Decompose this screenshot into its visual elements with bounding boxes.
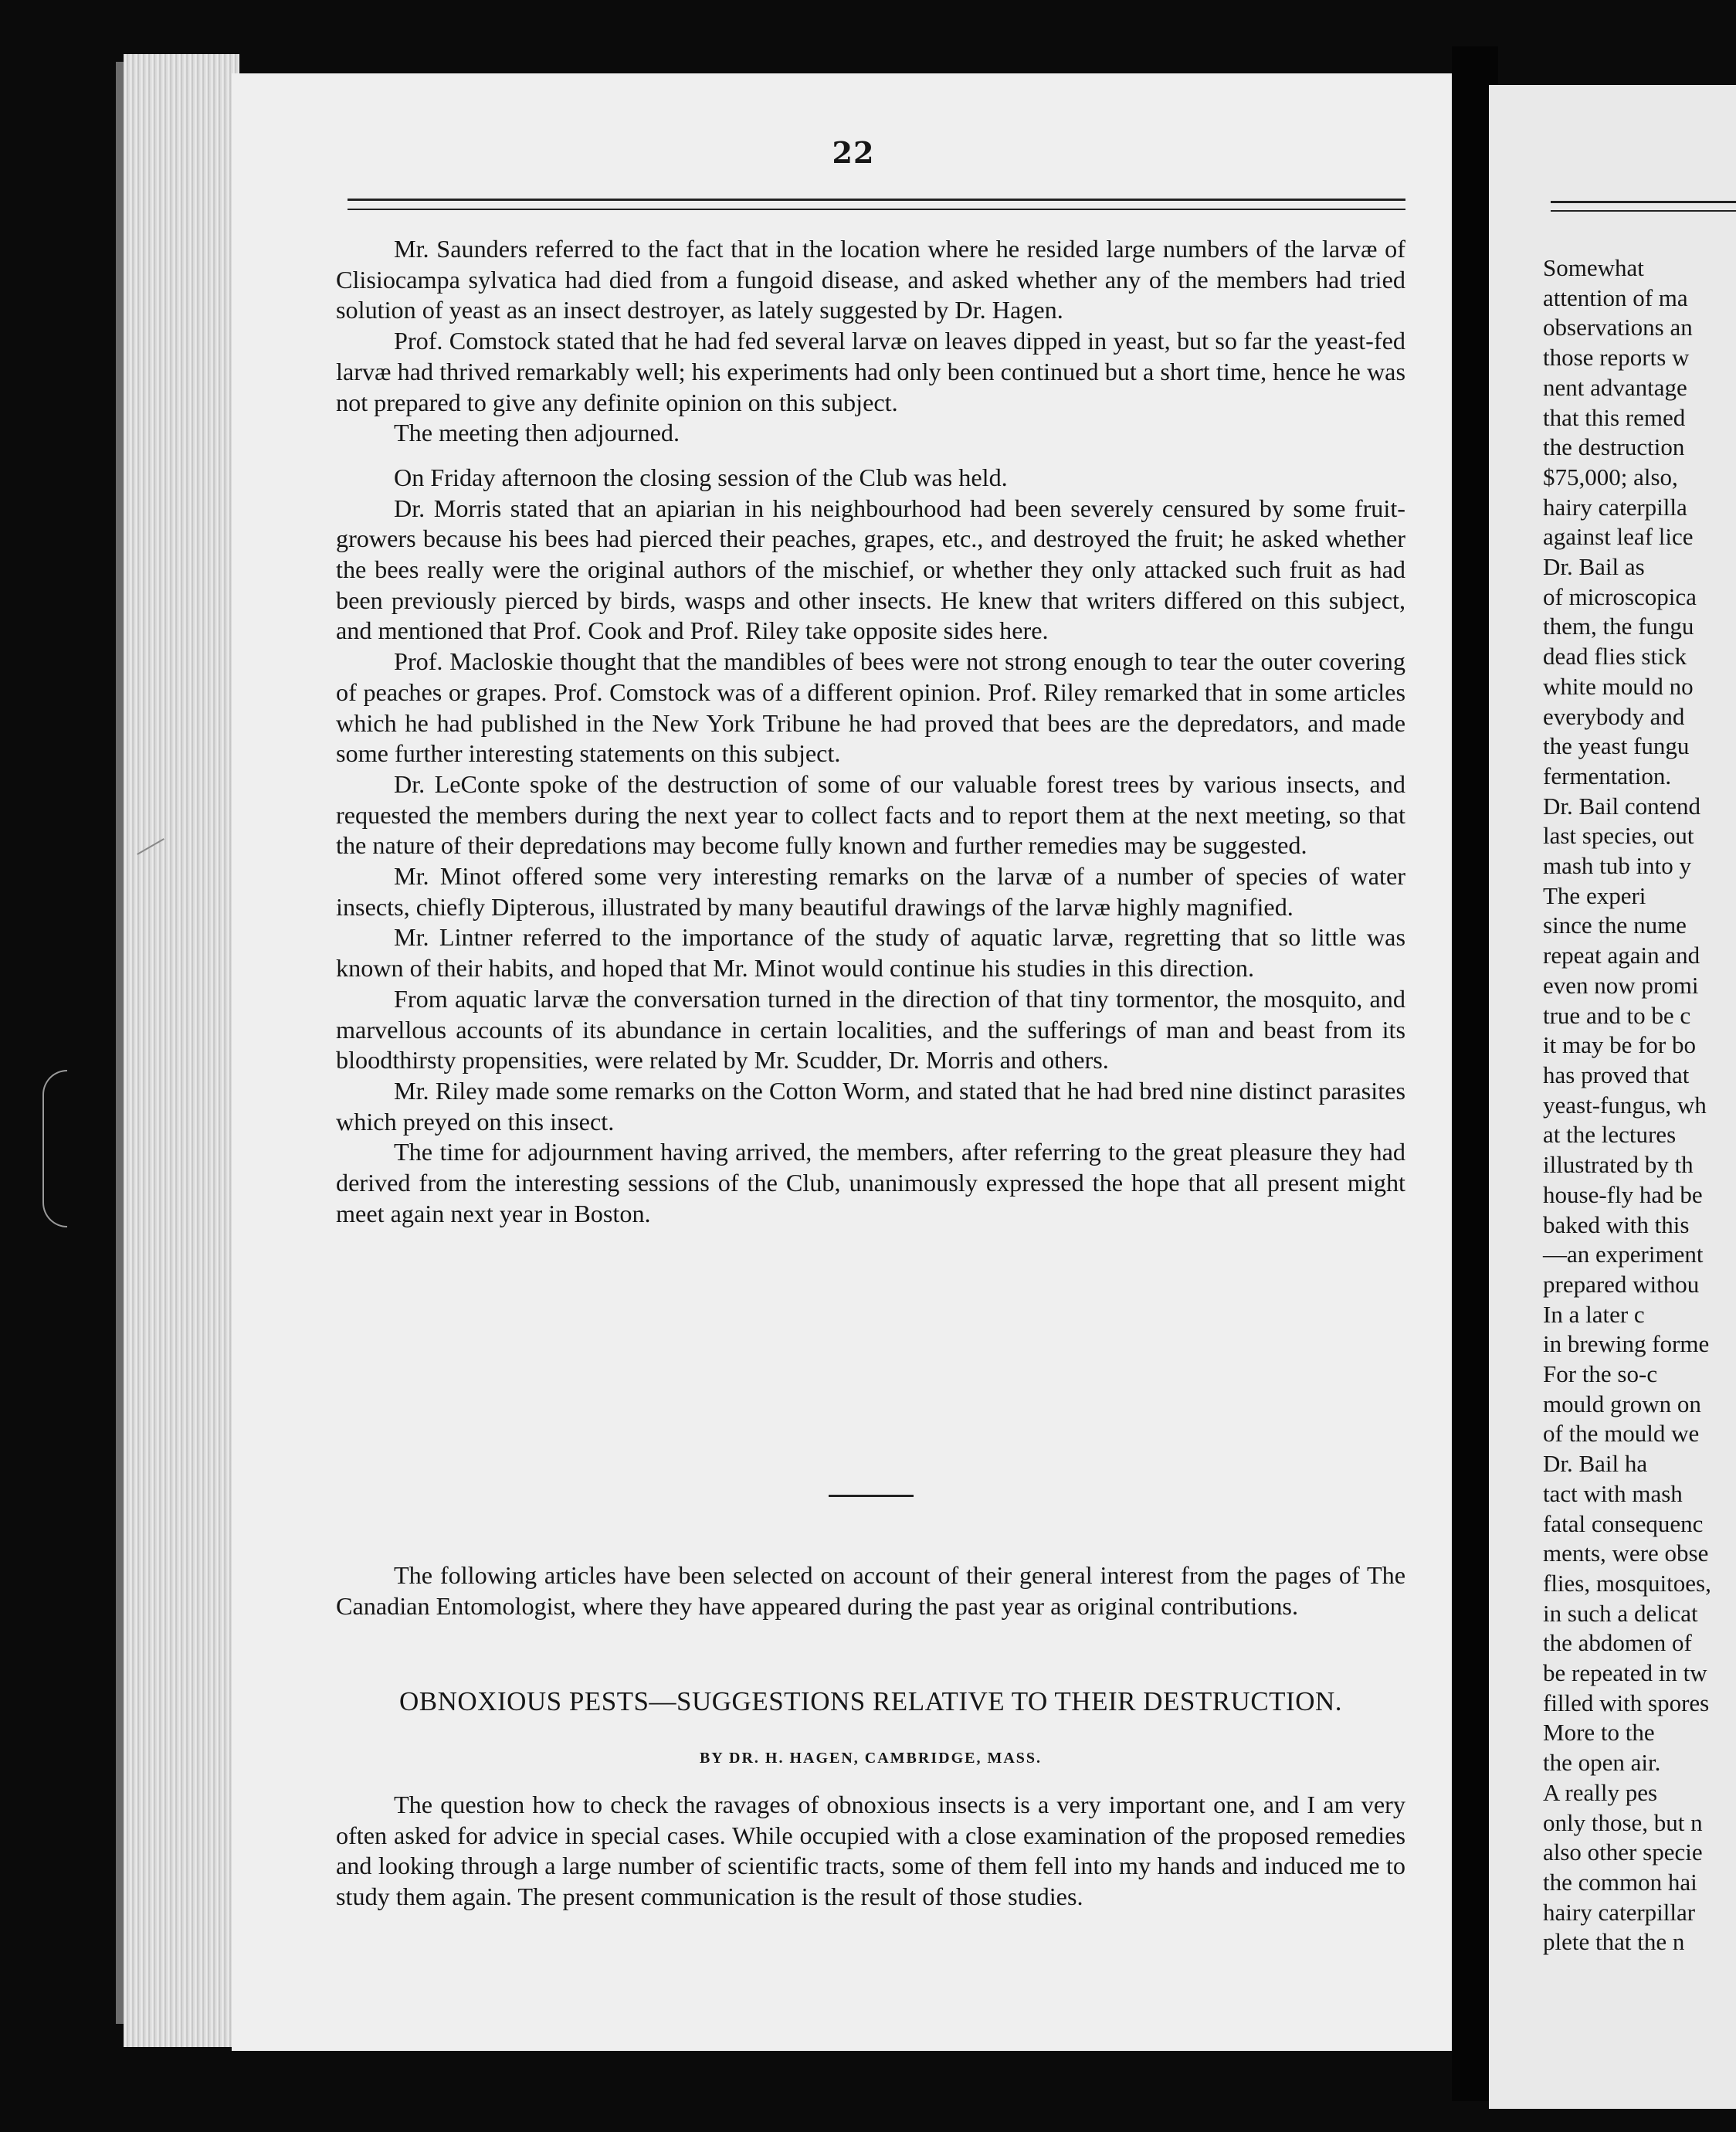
right-page-line: against leaf lice xyxy=(1543,523,1694,551)
right-page-line: the abdomen of xyxy=(1543,1629,1692,1657)
right-page-line: hairy caterpillar xyxy=(1543,1898,1696,1926)
right-page-line: filled with spores xyxy=(1543,1689,1710,1716)
right-page-line: ments, were obse xyxy=(1543,1540,1709,1567)
right-page-line: In a later c xyxy=(1543,1300,1645,1328)
right-page-line: Dr. Bail contend xyxy=(1543,792,1701,820)
right-page-line: Dr. Bail as xyxy=(1543,553,1645,581)
right-page-line: —an experiment xyxy=(1543,1241,1704,1268)
paragraph: Mr. Minot offered some very interesting remarks on the larvæ of a number of species of water insects, chiefly Dipterous, illustrated by many beautiful drawings of the larvæ highly magnified. xyxy=(336,862,1405,921)
right-page-line: dead flies stick xyxy=(1543,643,1687,670)
right-page-line: plete that the n xyxy=(1543,1928,1685,1956)
right-page-text xyxy=(1543,253,1736,1957)
article-body xyxy=(336,1790,1405,1913)
right-page-line: tact with mash xyxy=(1543,1479,1683,1507)
right-page-line: last species, out xyxy=(1543,822,1694,850)
right-page-line: has proved that xyxy=(1543,1061,1690,1088)
header-rule xyxy=(348,199,1405,210)
right-page-line: flies, mosquitoes, xyxy=(1543,1569,1711,1597)
right-page-line: the yeast fungu xyxy=(1543,732,1690,760)
article-byline: BY DR. H. HAGEN, CAMBRIDGE, MASS. xyxy=(699,1750,1043,1767)
right-page-line: only those, but n xyxy=(1543,1808,1703,1836)
paragraph: Dr. LeConte spoke of the destruction of some of our valuable forest trees by various insects, and requested the members during the next year to collect facts and to report them at the next meeting, so that the nature of their depredations may become fully known and further remedies may be suggested. xyxy=(336,769,1405,860)
right-page-line: Somewhat xyxy=(1543,254,1644,281)
right-page-line: that this remed xyxy=(1543,403,1686,431)
right-page-line: baked with this xyxy=(1543,1210,1690,1238)
right-page-line: those reports w xyxy=(1543,344,1690,372)
section-separator xyxy=(829,1495,914,1497)
paragraph: The meeting then adjourned. xyxy=(394,419,680,447)
paragraph: On Friday afternoon the closing session of the Club was held. xyxy=(394,463,1008,491)
right-page-line: fatal consequenc xyxy=(1543,1509,1704,1537)
right-page-line: the open air. xyxy=(1543,1749,1661,1777)
right-page-line: mould grown on xyxy=(1543,1390,1701,1417)
proceedings-text xyxy=(336,234,1405,1230)
paragraph: Dr. Morris stated that an apiarian in his neighbourhood had been severely censured by some fruit-growers because his bees had pierced their peaches, grapes, etc., and destroyed the fruit; he asked whether the bees really were the original authors of the mischief, or whether they only attacked such fruit as had been previously pierced by birds, wasps and other insects. He knew that writers differed on this subject, and mentioned that Prof. Cook and Prof. Riley take opposite sides here. xyxy=(336,494,1405,645)
right-page-line: $75,000; also, xyxy=(1543,463,1678,491)
right-page-line: prepared withou xyxy=(1543,1270,1700,1298)
right-page-line: house-fly had be xyxy=(1543,1180,1703,1208)
paragraph: Mr. Lintner referred to the importance of the study of aquatic larvæ, regretting that so little was known of their habits, and hoped that Mr. Minot would continue his studies in this direction. xyxy=(336,923,1405,983)
right-page xyxy=(1489,85,1736,2109)
right-page-line: attention of ma xyxy=(1543,283,1688,311)
right-page-line: be repeated in tw xyxy=(1543,1659,1707,1687)
right-page-line: it may be for bo xyxy=(1543,1031,1697,1059)
right-page-line: at the lectures xyxy=(1543,1121,1677,1149)
paragraph: Mr. Saunders referred to the fact that in the location where he resided large numbers of the larvæ of Clisiocampa sylvatica had died from a fungoid disease, and asked whether any of the members had tried solution of yeast as an insect destroyer, as lately suggested by Dr. Hagen. xyxy=(336,235,1405,324)
right-header-rule xyxy=(1551,201,1736,212)
paragraph: Prof. Comstock stated that he had fed several larvæ on leaves dipped in yeast, but so far the yeast-fed larvæ had thrived remarkably well; his experiments had only been continued but a short time, hence he was not prepared to give any definite opinion on this subject. xyxy=(336,327,1405,416)
article-title: OBNOXIOUS PESTS—SUGGESTIONS RELATIVE TO THEIR DESTRUCTION. xyxy=(399,1686,1342,1716)
right-page-line: mash tub into y xyxy=(1543,852,1692,880)
page-number: 22 xyxy=(832,135,875,170)
right-page-line: of the mould we xyxy=(1543,1420,1700,1448)
right-page-line: yeast-fungus, wh xyxy=(1543,1091,1707,1119)
intro-paragraph: The following articles have been selected on account of their general interest from the pages of The Canadian Entomologist, where they have appeared during the past year as original contributions. xyxy=(336,1561,1405,1620)
right-page-line: everybody and xyxy=(1543,702,1685,730)
right-page-line: nent advantage xyxy=(1543,373,1687,401)
paragraph: The question how to check the ravages of obnoxious insects is a very important one, and I am very often asked for advice in special cases. While occupied with a close examination of the proposed remedies and looking through a large number of scientific tracts, some of them fell into my hands and induced me to study them again. The present communication is the result of those studies. xyxy=(336,1791,1405,1911)
paragraph: Prof. Macloskie thought that the mandibles of bees were not strong enough to tear the outer covering of peaches or grapes. Prof. Comstock was of a different opinion. Prof. Riley remarked that in some articles which he had published in the New York Tribune he had proved that bees are the depredators, and made some further interesting statements on this subject. xyxy=(336,647,1405,768)
right-page-line: the destruction xyxy=(1543,433,1685,461)
right-page-line: since the nume xyxy=(1543,912,1687,939)
right-page-line: of microscopica xyxy=(1543,582,1697,610)
right-page-line: in such a delicat xyxy=(1543,1599,1698,1627)
margin-pencil-mark xyxy=(42,1070,67,1227)
right-page-line: the common hai xyxy=(1543,1868,1697,1896)
left-page xyxy=(232,73,1475,2051)
paragraph: From aquatic larvæ the conversation turned in the direction of that tiny tormentor, the mosquito, and marvellous accounts of its abundance in certain localities, and the sufferings of man and beast from its bloodthirsty propensities, were related by Mr. Scudder, Dr. Morris and others. xyxy=(336,984,1405,1074)
page-stack xyxy=(124,54,239,2047)
right-page-line: them, the fungu xyxy=(1543,613,1694,640)
right-page-line: A really pes xyxy=(1543,1778,1658,1806)
right-page-line: Dr. Bail ha xyxy=(1543,1450,1648,1478)
right-page-line: repeat again and xyxy=(1543,942,1700,969)
paragraph: Mr. Riley made some remarks on the Cotton Worm, and stated that he had bred nine distinct parasites which preyed on this insect. xyxy=(336,1076,1405,1136)
paragraph: The time for adjournment having arrived, the members, after referring to the great pleasure they had derived from the interesting sessions of the Club, unanimously expressed the hope that all present might meet again next year in Boston. xyxy=(336,1138,1405,1227)
intro-text xyxy=(336,1560,1405,1621)
right-page-line: hairy caterpilla xyxy=(1543,493,1687,521)
right-page-line: The experi xyxy=(1543,881,1646,909)
right-page-line: fermentation. xyxy=(1543,762,1672,789)
right-page-line: true and to be c xyxy=(1543,1001,1691,1029)
right-page-line: even now promi xyxy=(1543,971,1699,999)
right-page-line: illustrated by th xyxy=(1543,1151,1694,1179)
right-page-line: More to the xyxy=(1543,1719,1655,1747)
right-page-line: For the so-c xyxy=(1543,1360,1658,1388)
right-page-line: white mould no xyxy=(1543,672,1694,700)
right-page-line: also other specie xyxy=(1543,1838,1703,1866)
right-page-line: observations an xyxy=(1543,314,1693,341)
right-page-line: in brewing forme xyxy=(1543,1330,1710,1358)
